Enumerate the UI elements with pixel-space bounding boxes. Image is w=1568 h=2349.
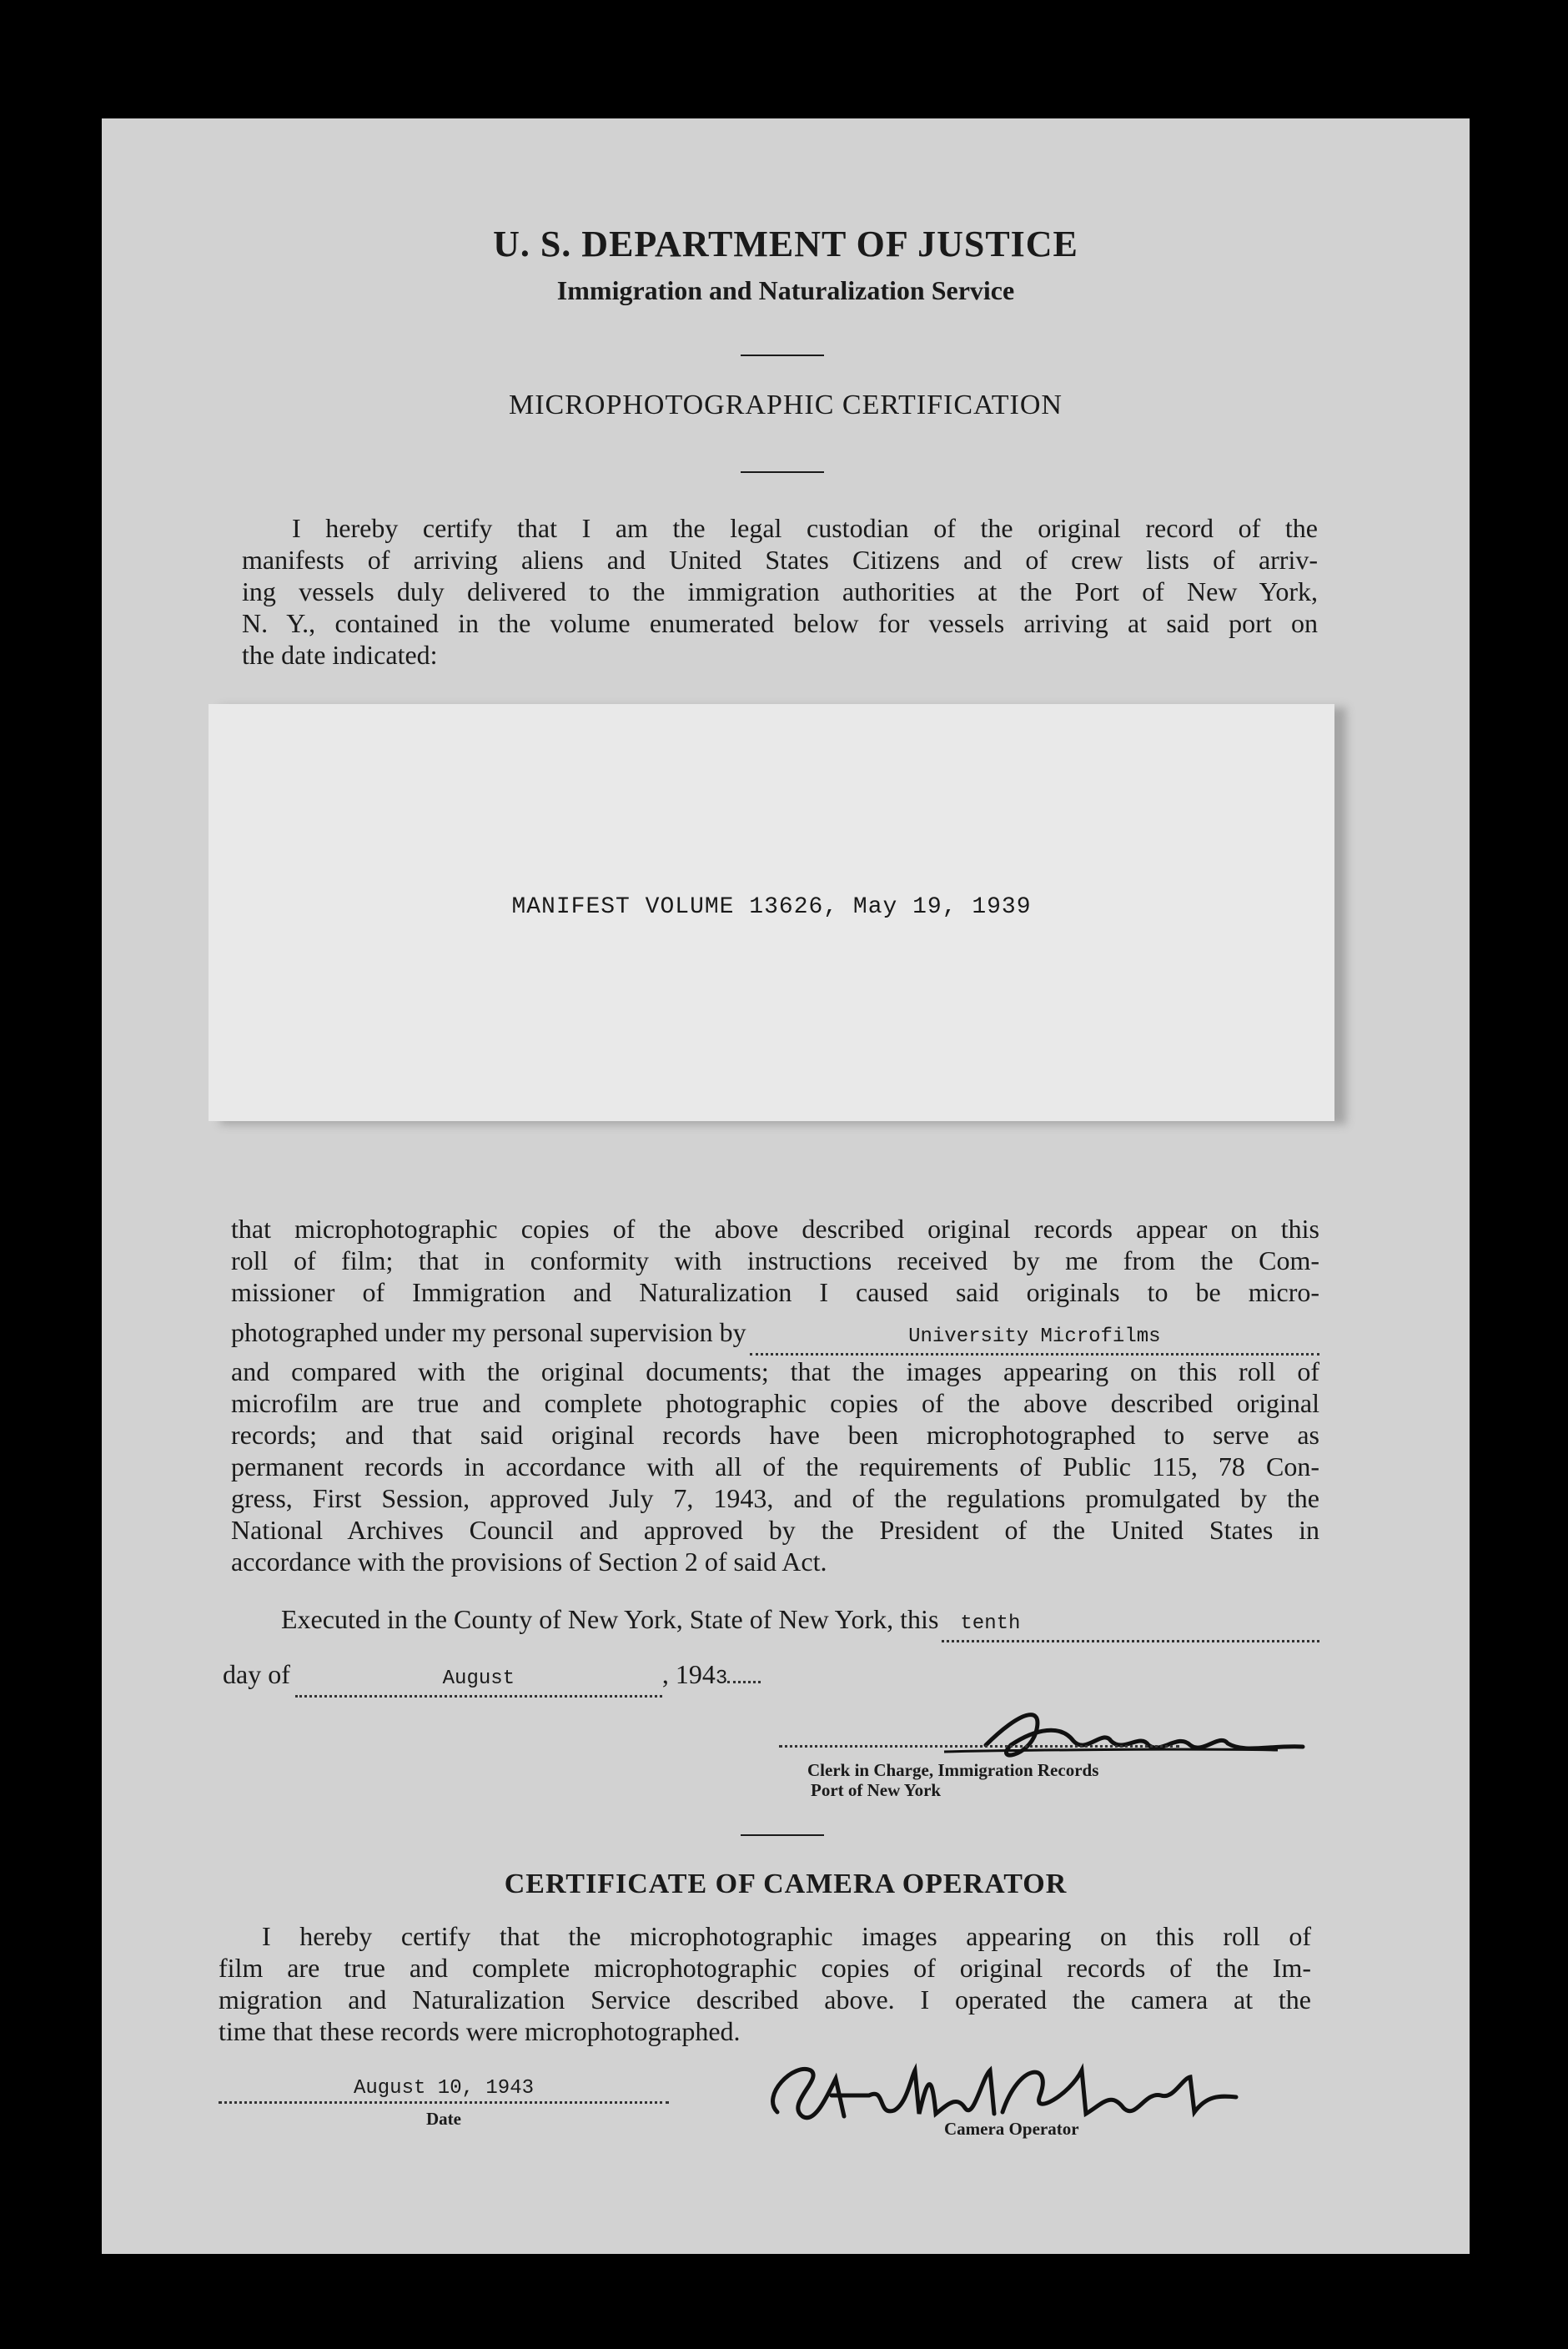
clerk-signature-line [779,1745,1179,1748]
camera-operator-heading: CERTIFICATE OF CAMERA OPERATOR [504,1869,1068,1899]
body-line: microfilm are true and complete photographic copies of the above described original [231,1388,1319,1418]
divider [741,1834,824,1836]
body-line: permanent records in accordance with all of the requirements of Public 115, 78 Con- [231,1451,1319,1481]
intro-line: ing vessels duly delivered to the immigration authorities at the Port of New York, [242,576,1318,606]
camera-line: film are true and complete microphotographic copies of original records of the Im- [219,1953,1311,1983]
camera-line: migration and Naturalization Service described above. I operated the camera at the [219,1984,1311,2015]
body-line: gress, First Session, approved July 7, 1943, and of the regulations promulgated by the [231,1483,1319,1513]
supervisor-field [750,1316,1319,1356]
body-line: that microphotographic copies of the above described original records appear on this [231,1214,1319,1244]
manifest-volume-text: MANIFEST VOLUME 13626, May 19, 1939 [511,894,1032,920]
divider [741,471,824,473]
supervisor-value: University Microfilms [908,1325,1161,1348]
camera-date-field [219,2077,669,2129]
camera-operator-label: Camera Operator [944,2119,1079,2139]
date-line-dots [219,2101,669,2104]
intro-line: manifests of arriving aliens and United States Citizens and of crew lists of arriv- [242,545,1318,575]
year-prefix: , 194 [661,1659,716,1689]
divider [741,355,824,356]
body-line: missioner of Immigration and Naturalization I caused said originals to be micro- [231,1277,1319,1307]
day-field [942,1603,1319,1642]
camera-line: I hereby certify that the microphotographic images appearing on this roll of [262,1921,1311,1951]
camera-line: time that these records were microphotographed. [219,2016,741,2046]
body-line: roll of film; that in conformity with instructions received by me from the Com- [231,1245,1319,1275]
body-paragraph [231,1213,1319,1577]
body-line: accordance with the provisions of Section 2 of said Act. [231,1547,827,1577]
camera-paragraph [219,1920,1311,2047]
year-field [727,1681,761,1683]
clerk-location-line: Port of New York [811,1780,942,1800]
body-line: records; and that said original records have been microphotographed to serve as [231,1420,1319,1450]
year-value: 3 [715,1667,728,1690]
certificate-page [102,118,1470,2254]
clerk-title-line: Clerk in Charge, Immigration Records [807,1760,1099,1780]
intro-line: the date indicated: [242,640,438,670]
intro-paragraph [242,512,1318,671]
camera-date-value: August 10, 1943 [353,2077,535,2100]
month-value: August [442,1667,515,1690]
certification-title: MICROPHOTOGRAPHIC CERTIFICATION [508,390,1063,420]
department-heading: U. S. DEPARTMENT OF JUSTICE [493,224,1078,264]
intro-line: N. Y., contained in the volume enumerated below for vessels arriving at said port on [242,608,1318,638]
month-field [295,1658,662,1698]
execution-line [281,1603,1319,1642]
day-value: tenth [960,1612,1021,1635]
execution-label: Executed in the County of New York, State of New York, this [281,1604,939,1634]
intro-line: I hereby certify that I am the legal custodian of the original record of the [292,513,1318,543]
record-slip [209,704,1334,1121]
clerk-title [807,1760,1098,1800]
body-line: National Archives Council and approved by the President of the United States in [231,1515,1319,1545]
body-line: and compared with the original documents; that the images appearing on this roll of [231,1356,1319,1386]
day-of-label: day of [223,1659,290,1689]
supervision-label: photographed under my personal supervision by [231,1317,746,1347]
date-line [223,1658,823,1698]
service-subheading: Immigration and Naturalization Service [556,275,1015,305]
date-label: Date [426,2109,461,2129]
body-line [231,1316,1319,1356]
